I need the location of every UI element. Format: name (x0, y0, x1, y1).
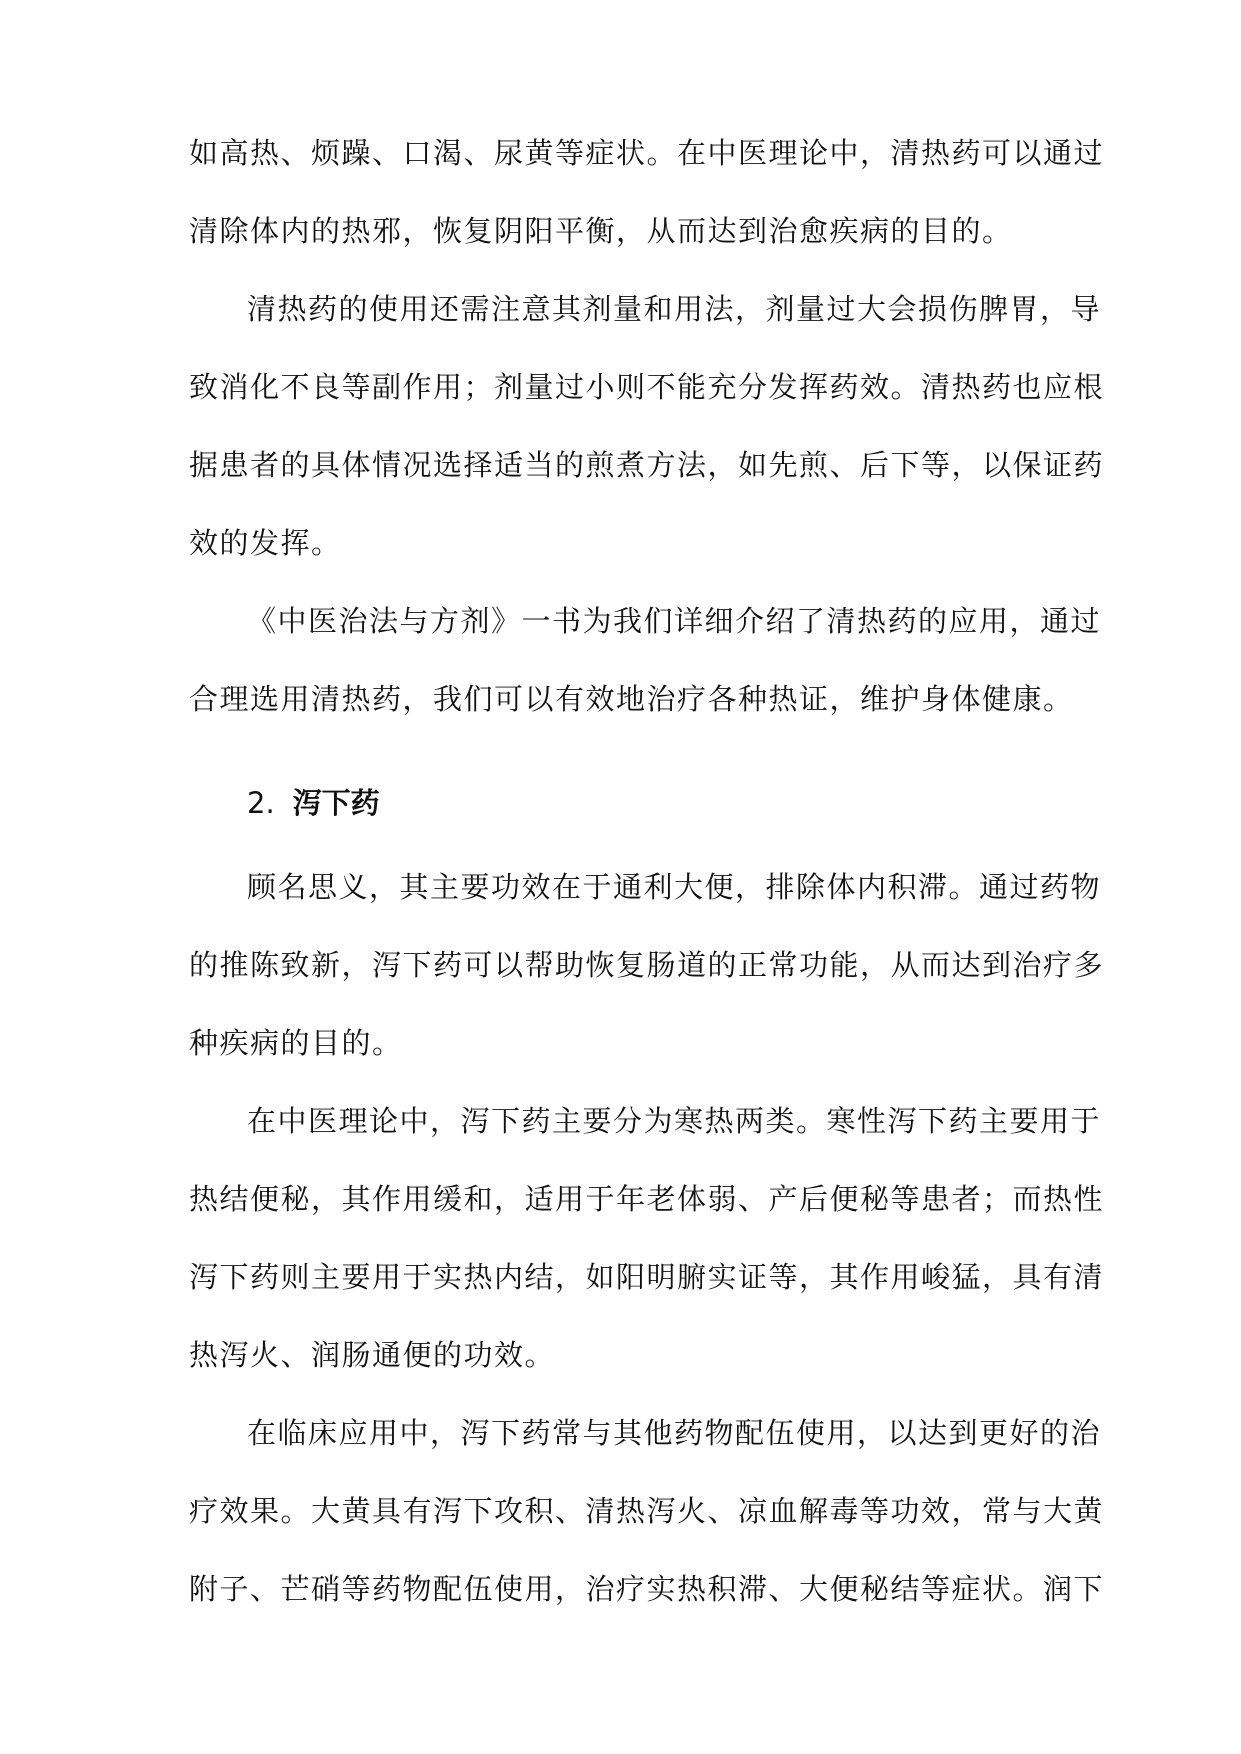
paragraph-line: 效的发挥。 (189, 526, 342, 560)
section-number: 2. (247, 786, 275, 820)
section-title: 泻下药 (292, 786, 380, 820)
paragraph-line: 热泻火、润肠通便的功效。 (189, 1338, 556, 1372)
paragraph-line: 热结便秘，其作用缓和，适用于年老体弱、产后便秘等患者；而热性 (189, 1182, 1105, 1216)
paragraph-line: 泻下药则主要用于实热内结，如阳明腑实证等，其作用峻猛，具有清 (189, 1260, 1105, 1294)
paragraph-line: 在临床应用中，泻下药常与其他药物配伍使用，以达到更好的治 (247, 1416, 1102, 1450)
paragraph-line: 疗效果。大黄具有泻下攻积、清热泻火、凉血解毒等功效，常与大黄 (189, 1494, 1105, 1528)
paragraph-line: 合理选用清热药，我们可以有效地治疗各种热证，维护身体健康。 (189, 682, 1074, 716)
paragraph-line: 《中医治法与方剂》一书为我们详细介绍了清热药的应用，通过 (247, 604, 1102, 638)
paragraph-line: 顾名思义，其主要功效在于通利大便，排除体内积滞。通过药物 (247, 870, 1102, 904)
paragraph-line: 致消化不良等副作用；剂量过小则不能充分发挥药效。清热药也应根 (189, 370, 1105, 404)
paragraph-line: 如高热、烦躁、口渴、尿黄等症状。在中医理论中，清热药可以通过 (189, 136, 1105, 170)
section-heading (247, 778, 380, 828)
paragraph-line: 在中医理论中，泻下药主要分为寒热两类。寒性泻下药主要用于 (247, 1104, 1102, 1138)
paragraph-line: 清热药的使用还需注意其剂量和用法，剂量过大会损伤脾胃，导 (247, 292, 1102, 326)
paragraph-line: 清除体内的热邪，恢复阴阳平衡，从而达到治愈疾病的目的。 (189, 214, 1013, 248)
paragraph-line: 附子、芒硝等药物配伍使用，治疗实热积滞、大便秘结等症状。润下 (189, 1572, 1105, 1606)
paragraph-line: 种疾病的目的。 (189, 1026, 403, 1060)
paragraph-line: 据患者的具体情况选择适当的煎煮方法，如先煎、后下等，以保证药 (189, 448, 1105, 482)
paragraph-line: 的推陈致新，泻下药可以帮助恢复肠道的正常功能，从而达到治疗多 (189, 948, 1105, 982)
